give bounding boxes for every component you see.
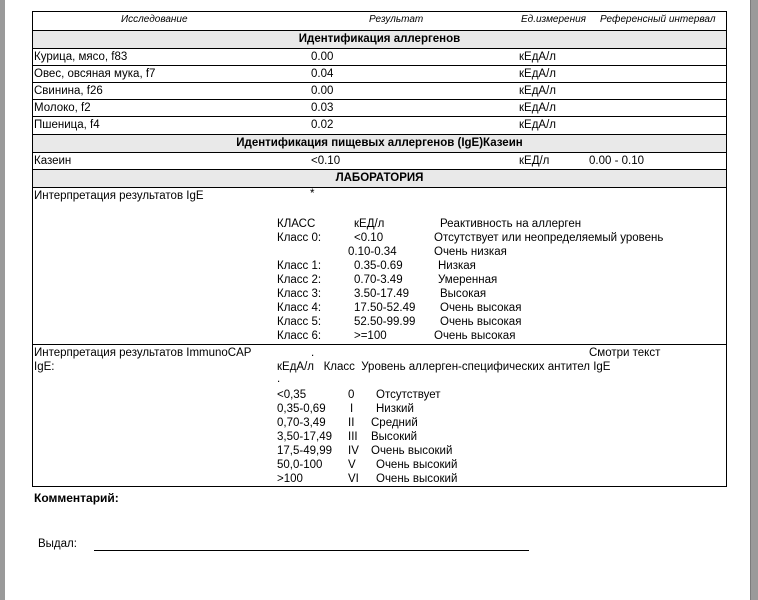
allergen-unit: кЕдА/л (519, 68, 556, 80)
immunocap-class: IV (348, 445, 359, 457)
immunocap-label-line2: IgE: (34, 361, 55, 373)
row-divider (32, 187, 726, 188)
ige-header-desc: Реактивность на аллерген (440, 218, 582, 230)
allergen-unit: кЕдА/л (519, 102, 556, 114)
immunocap-desc: Очень высокий (376, 473, 458, 485)
row-divider (32, 344, 726, 345)
ige-header-class: КЛАСС (277, 218, 316, 230)
ige-range: 0.35-0.69 (354, 260, 403, 272)
immunocap-range: <0,35 (277, 389, 307, 401)
allergen-unit: кЕдА/л (519, 85, 556, 97)
col-header-reference: Референсный интервал (600, 14, 716, 25)
table-bottom-border (32, 486, 727, 487)
section-food-allergens-title: Идентификация пищевых аллергенов (IgE)Казеин (33, 135, 726, 152)
immunocap-desc: Отсутствует (376, 389, 441, 401)
row-divider (32, 82, 726, 83)
col-header-study: Исследование (121, 14, 188, 25)
col-header-result: Результат (369, 14, 424, 25)
row-divider (32, 48, 726, 49)
allergen-name: Овес, овсяная мука, f7 (34, 68, 156, 80)
table-top-border (32, 11, 726, 12)
ige-class: Класс 4: (277, 302, 322, 314)
ige-range: 17.50-52.49 (354, 302, 416, 314)
immunocap-class: I (350, 403, 354, 415)
immunocap-desc: Очень высокий (371, 445, 453, 457)
row-divider (32, 65, 726, 66)
ige-desc: Очень высокая (434, 330, 516, 342)
ige-desc: Очень низкая (434, 246, 507, 258)
ige-range: >=100 (354, 330, 387, 342)
ige-desc: Очень высокая (440, 302, 522, 314)
lab-report-page (5, 0, 751, 600)
immunocap-dot: . (311, 347, 315, 359)
ige-range: 52.50-99.99 (354, 316, 416, 328)
allergen-name: Курица, мясо, f83 (34, 51, 128, 63)
ige-class: Класс 0: (277, 232, 322, 244)
ige-range: 0.70-3.49 (354, 274, 403, 286)
ige-range: 3.50-17.49 (354, 288, 409, 300)
allergen-name: Пшеница, f4 (34, 119, 100, 131)
ige-range: <0.10 (354, 232, 384, 244)
issued-label: Выдал: (38, 538, 77, 550)
ige-class: Класс 6: (277, 330, 322, 342)
immunocap-header: кЕдА/л Класс Уровень аллерген-специфических антител IgE (277, 361, 611, 373)
immunocap-desc: Низкий (376, 403, 414, 415)
section-allergens-title: Идентификация аллергенов (33, 31, 726, 48)
immunocap-class: II (348, 417, 355, 429)
immunocap-class: V (348, 459, 356, 471)
ige-class: Класс 2: (277, 274, 322, 286)
casein-reference: 0.00 - 0.10 (589, 155, 644, 167)
immunocap-desc: Высокий (371, 431, 418, 443)
allergen-name: Свинина, f26 (34, 85, 103, 97)
allergen-result: 0.04 (311, 68, 334, 80)
ige-desc: Низкая (438, 260, 476, 272)
immunocap-class: 0 (348, 389, 355, 401)
ige-desc: Очень высокая (440, 316, 522, 328)
immunocap-class: III (348, 431, 358, 443)
immunocap-range: 0,35-0,69 (277, 403, 326, 415)
row-divider (32, 99, 726, 100)
allergen-result: 0.02 (311, 119, 334, 131)
immunocap-desc: Средний (371, 417, 418, 429)
allergen-result: 0.00 (311, 51, 334, 63)
allergen-result: 0.03 (311, 102, 334, 114)
immunocap-class: VI (348, 473, 359, 485)
casein-unit: кЕД/л (519, 155, 550, 167)
immunocap-range: 50,0-100 (277, 459, 323, 471)
immunocap-range: 17,5-49,99 (277, 445, 332, 457)
immunocap-label: Интерпретация результатов ImmunoCAP (34, 347, 252, 359)
allergen-result: 0.00 (311, 85, 334, 97)
allergen-unit: кЕдА/л (519, 51, 556, 63)
interp-ige-label: Интерпретация результатов IgE (34, 190, 204, 202)
ige-desc: Умеренная (438, 274, 498, 286)
row-divider (32, 152, 726, 153)
signature-line[interactable] (94, 550, 529, 551)
section-laboratory-title: ЛАБОРАТОРИЯ (33, 170, 726, 187)
ige-desc: Отсутствует или неопределяемый уровень (434, 232, 664, 244)
immunocap-range: 0,70-3,49 (277, 417, 326, 429)
interp-ige-star: * (310, 188, 315, 200)
ige-class: Класс 1: (277, 260, 322, 272)
casein-result: <0.10 (311, 155, 341, 167)
allergen-unit: кЕдА/л (519, 119, 556, 131)
col-header-unit: Ед.измерения (521, 14, 587, 25)
ige-class: Класс 5: (277, 316, 322, 328)
comment-label: Комментарий: (34, 491, 119, 505)
immunocap-header-dot: . (277, 373, 281, 385)
ige-header-unit: кЕД/л (354, 218, 385, 230)
casein-name: Казеин (34, 155, 72, 167)
ige-desc: Высокая (440, 288, 487, 300)
row-divider (32, 116, 726, 117)
immunocap-range: >100 (277, 473, 303, 485)
immunocap-see-text: Смотри текст (589, 347, 661, 359)
ige-range: 0.10-0.34 (348, 246, 397, 258)
table-right-border (726, 11, 727, 486)
allergen-name: Молоко, f2 (34, 102, 91, 114)
immunocap-range: 3,50-17,49 (277, 431, 332, 443)
ige-class: Класс 3: (277, 288, 322, 300)
immunocap-desc: Очень высокий (376, 459, 458, 471)
